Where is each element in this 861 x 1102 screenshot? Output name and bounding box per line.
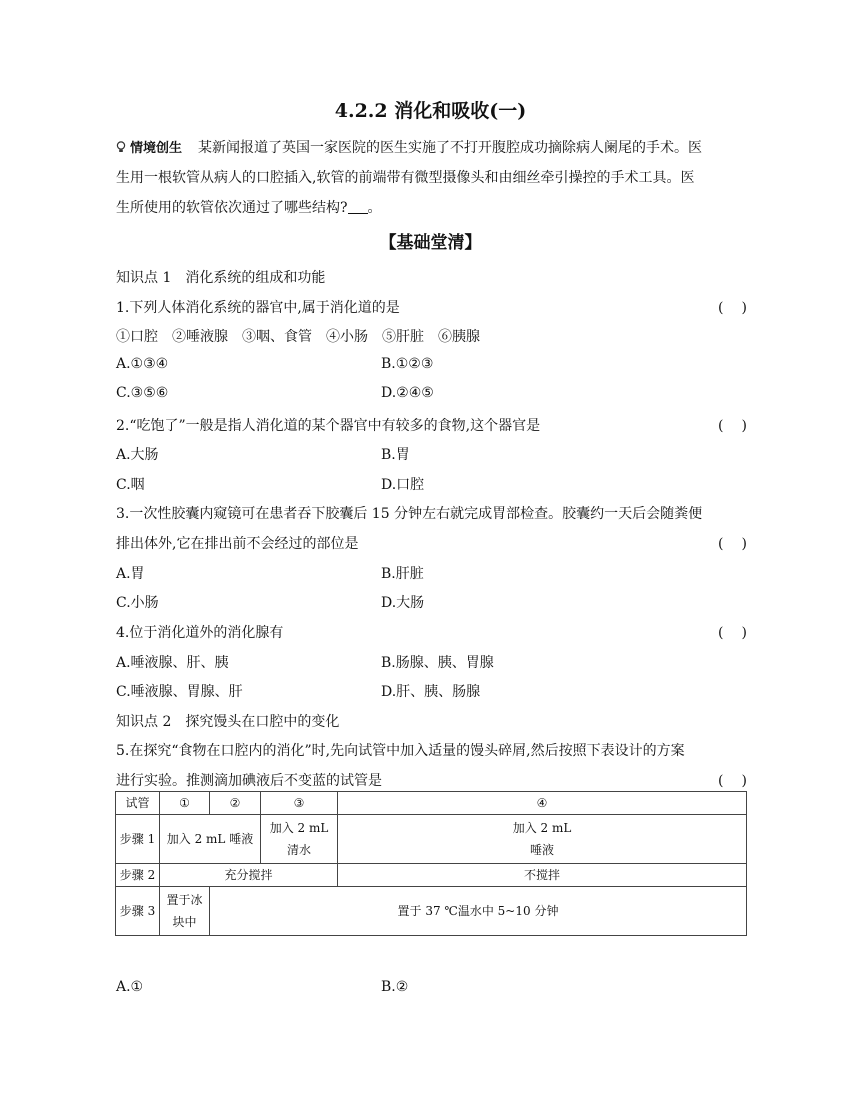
- q2-option-b[interactable]: B.胃: [381, 447, 410, 463]
- experiment-table: [115, 791, 747, 936]
- knowledge-point-2: 知识点 2 探究馒头在口腔中的变化: [116, 714, 340, 730]
- page-title: 4.2.2 消化和吸收(一): [334, 100, 527, 122]
- table-row-step-3: [116, 887, 747, 936]
- q1-option-a[interactable]: A.①③④: [116, 356, 169, 372]
- q3-option-d[interactable]: D.大肠: [381, 595, 425, 611]
- q1-stem: 1.下列人体消化系统的器官中,属于消化道的是: [116, 300, 400, 316]
- table-cell: 加入 2 mL 唾液: [160, 815, 261, 864]
- q1-items: ①口腔 ②唾液腺 ③咽、食管 ④小肠 ⑤肝脏 ⑥胰腺: [116, 329, 480, 345]
- table-row-step-2: [116, 864, 747, 887]
- table-header-cell: 试管: [116, 792, 160, 815]
- q1-option-b[interactable]: B.①②③: [381, 356, 434, 372]
- q5-option-a[interactable]: A.①: [116, 979, 144, 995]
- q1-option-c[interactable]: C.③⑤⑥: [116, 385, 169, 401]
- q1-option-d[interactable]: D.②④⑤: [381, 385, 434, 401]
- table-header-cell: ③: [261, 792, 338, 815]
- table-cell: 加入 2 mL 清水: [261, 815, 338, 864]
- q4-option-d[interactable]: D.肝、胰、肠腺: [381, 684, 481, 700]
- q4-option-c[interactable]: C.唾液腺、胃腺、肝: [116, 684, 243, 700]
- answer-blank[interactable]: [348, 201, 368, 214]
- knowledge-point-1: 知识点 1 消化系统的组成和功能: [116, 270, 326, 286]
- q2-option-c[interactable]: C.咽: [116, 477, 145, 493]
- q2-stem: 2.“吃饱了”一般是指人消化道的某个器官中有较多的食物,这个器官是: [116, 418, 541, 434]
- intro-text-3: 生所使用的软管依次通过了哪些结构?: [116, 200, 348, 216]
- table-cell: 加入 2 mL 唾液: [338, 815, 747, 864]
- q3-option-b[interactable]: B.肝脏: [381, 566, 424, 582]
- intro-line-3: 生所使用的软管依次通过了哪些结构? 。: [116, 200, 382, 216]
- row-label: 步骤 1: [116, 815, 160, 864]
- intro-line-2: 生用一根软管从病人的口腔插入,软管的前端带有微型摄像头和由细丝牵引操控的手术工具。医: [116, 170, 695, 186]
- q5-stem-line-1: 5.在探究“食物在口腔内的消化”时,先向试管中加入适量的馒头碎屑,然后按照下表设计的方案: [116, 743, 685, 759]
- table-header-cell: ②: [210, 792, 261, 815]
- q1-answer-paren[interactable]: ( ): [718, 300, 749, 316]
- q3-stem-line-2: 排出体外,它在排出前不会经过的部位是: [116, 536, 359, 552]
- lightbulb-icon: [116, 140, 130, 156]
- table-header-row: [116, 792, 747, 815]
- table-row-step-1: [116, 815, 747, 864]
- section-heading: 【基础堂清】: [379, 233, 482, 253]
- table-cell: 不搅拌: [338, 864, 747, 887]
- q5-option-b[interactable]: B.②: [381, 979, 409, 995]
- q2-option-d[interactable]: D.口腔: [381, 477, 425, 493]
- q4-option-a[interactable]: A.唾液腺、肝、胰: [116, 655, 229, 671]
- q5-stem-line-2: 进行实验。推测滴加碘液后不变蓝的试管是: [116, 773, 382, 789]
- intro-text-1: 某新闻报道了英国一家医院的医生实施了不打开腹腔成功摘除病人阑尾的手术。医: [198, 140, 703, 156]
- q5-answer-paren[interactable]: ( ): [718, 773, 749, 789]
- q3-option-a[interactable]: A.胃: [116, 566, 145, 582]
- table-cell: 置于 37 ℃温水中 5~10 分钟: [210, 887, 747, 936]
- q3-option-c[interactable]: C.小肠: [116, 595, 159, 611]
- intro-line-1: [116, 137, 702, 157]
- q3-stem-line-1: 3.一次性胶囊内窥镜可在患者吞下胶囊后 15 分钟左右就完成胃部检查。胶囊约一天后会随粪便: [116, 506, 703, 522]
- q2-answer-paren[interactable]: ( ): [718, 418, 749, 434]
- intro-label: 情境创生: [130, 141, 183, 156]
- table-cell: 充分搅拌: [160, 864, 338, 887]
- row-label: 步骤 2: [116, 864, 160, 887]
- q4-option-b[interactable]: B.肠腺、胰、胃腺: [381, 655, 494, 671]
- q2-option-a[interactable]: A.大肠: [116, 447, 159, 463]
- table-header-cell: ④: [338, 792, 747, 815]
- row-label: 步骤 3: [116, 887, 160, 936]
- q4-answer-paren[interactable]: ( ): [718, 625, 749, 641]
- q3-answer-paren[interactable]: ( ): [718, 536, 749, 552]
- q4-stem: 4.位于消化道外的消化腺有: [116, 625, 284, 641]
- table-cell: 置于冰 块中: [160, 887, 210, 936]
- table-header-cell: ①: [160, 792, 210, 815]
